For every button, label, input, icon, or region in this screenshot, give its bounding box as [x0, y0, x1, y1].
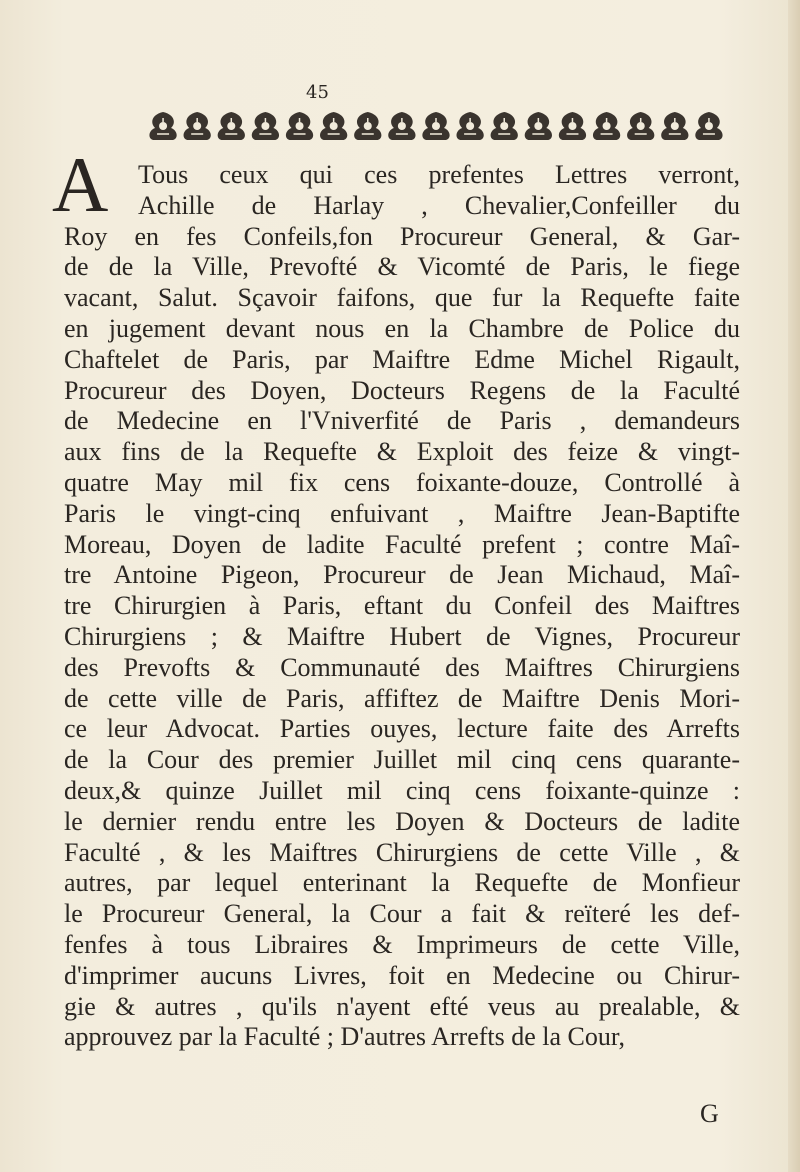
fleuron-icon: [525, 112, 552, 140]
text-line: ce leur Advocat. Parties ouyes, lecture faite des Arrefts: [64, 714, 740, 744]
text-line: vacant, Salut. Sçavoir faifons, que fur la Requefte faite: [64, 283, 740, 313]
fleuron-icon: [149, 112, 176, 140]
fleuron-icon: [320, 112, 347, 140]
text-line: deux,& quinze Juillet mil cinq cens foixante-quinze :: [64, 776, 740, 805]
text-line: le Procureur General, la Cour a fait & reïteré les def-: [64, 899, 740, 929]
drop-cap: A: [52, 141, 109, 228]
text-line: aux fins de la Requefte & Exploit des feize & vingt-: [64, 437, 740, 467]
fleuron-icon: [627, 112, 654, 140]
fleuron-icon: [286, 112, 313, 140]
text-line: Moreau, Doyen de ladite Faculté prefent ; contre Maî-: [64, 529, 740, 559]
page-edge: [788, 0, 800, 1172]
text-line: des Prevofts & Communauté des Maiftres Chirurgiens: [64, 652, 740, 682]
fleuron-icon: [422, 112, 449, 140]
text-line: tre Antoine Pigeon, Procureur de Jean Michaud, Maî-: [64, 560, 740, 590]
text-line: Chirurgiens ; & Maiftre Hubert de Vignes, Procureur: [64, 622, 740, 651]
text-line: gie & autres , qu'ils n'ayent efté veus au prealable, &: [64, 991, 740, 1021]
text-line: Procureur des Doyen, Docteurs Regens de la Faculté: [64, 375, 740, 405]
fleuron-icon: [661, 112, 688, 140]
text-line: Chaftelet de Paris, par Maiftre Edme Michel Rigault,: [64, 344, 740, 374]
fleuron-icon: [218, 112, 245, 140]
fleuron-icon: [388, 112, 415, 140]
fleuron-band-icon: [146, 106, 726, 144]
text-line: en jugement devant nous en la Chambre de Police du: [64, 314, 740, 343]
fleuron-icon: [695, 112, 722, 140]
fleuron-icon: [559, 112, 586, 140]
text-line: Roy en fes Confeils,fon Procureur General, & Gar-: [64, 221, 740, 251]
text-line: d'imprimer aucuns Livres, foit en Medecine ou Chirur-: [64, 960, 740, 990]
fleuron-icon: [252, 112, 279, 140]
text-line: de Medecine en l'Vniverfité de Paris , demandeurs: [64, 406, 740, 436]
text-line: tre Chirurgien à Paris, eftant du Confeil des Maiftres: [64, 591, 740, 621]
text-line: fenfes à tous Libraires & Imprimeurs de cette Ville,: [64, 930, 740, 959]
text-line: Achille de Harlay , Chevalier,Confeiller du: [138, 190, 740, 220]
catchword: G: [700, 1099, 719, 1128]
text-line: approuvez par la Faculté ; D'autres Arrefts de la Cour,: [64, 1022, 625, 1052]
fleuron-icon: [456, 112, 483, 140]
text-line: Faculté , & les Maiftres Chirurgiens de cette Ville , &: [64, 837, 740, 867]
text-line: de la Cour des premier Juillet mil cinq cens quarante-: [64, 745, 740, 775]
text-line: le dernier rendu entre les Doyen & Docteurs de ladite: [64, 806, 740, 836]
text-line: autres, par lequel enterinant la Requefte de Monfieur: [64, 868, 740, 898]
text-line: de cette ville de Paris, affiftez de Maiftre Denis Mori-: [64, 683, 740, 713]
text-line: Paris le vingt-cinq enfuivant , Maiftre Jean-Baptifte: [64, 498, 740, 528]
text-line: quatre May mil fix cens foixante-douze, Controllé à: [64, 468, 740, 497]
fleuron-icon: [184, 112, 211, 140]
text-line: de de la Ville, Prevofté & Vicomté de Paris, le fiege: [64, 252, 740, 282]
page-number: 45: [306, 82, 329, 103]
fleuron-icon: [593, 112, 620, 140]
fleuron-icon: [354, 112, 381, 140]
fleuron-icon: [491, 112, 518, 140]
text-line: Tous ceux qui ces prefentes Lettres verront,: [138, 160, 740, 189]
